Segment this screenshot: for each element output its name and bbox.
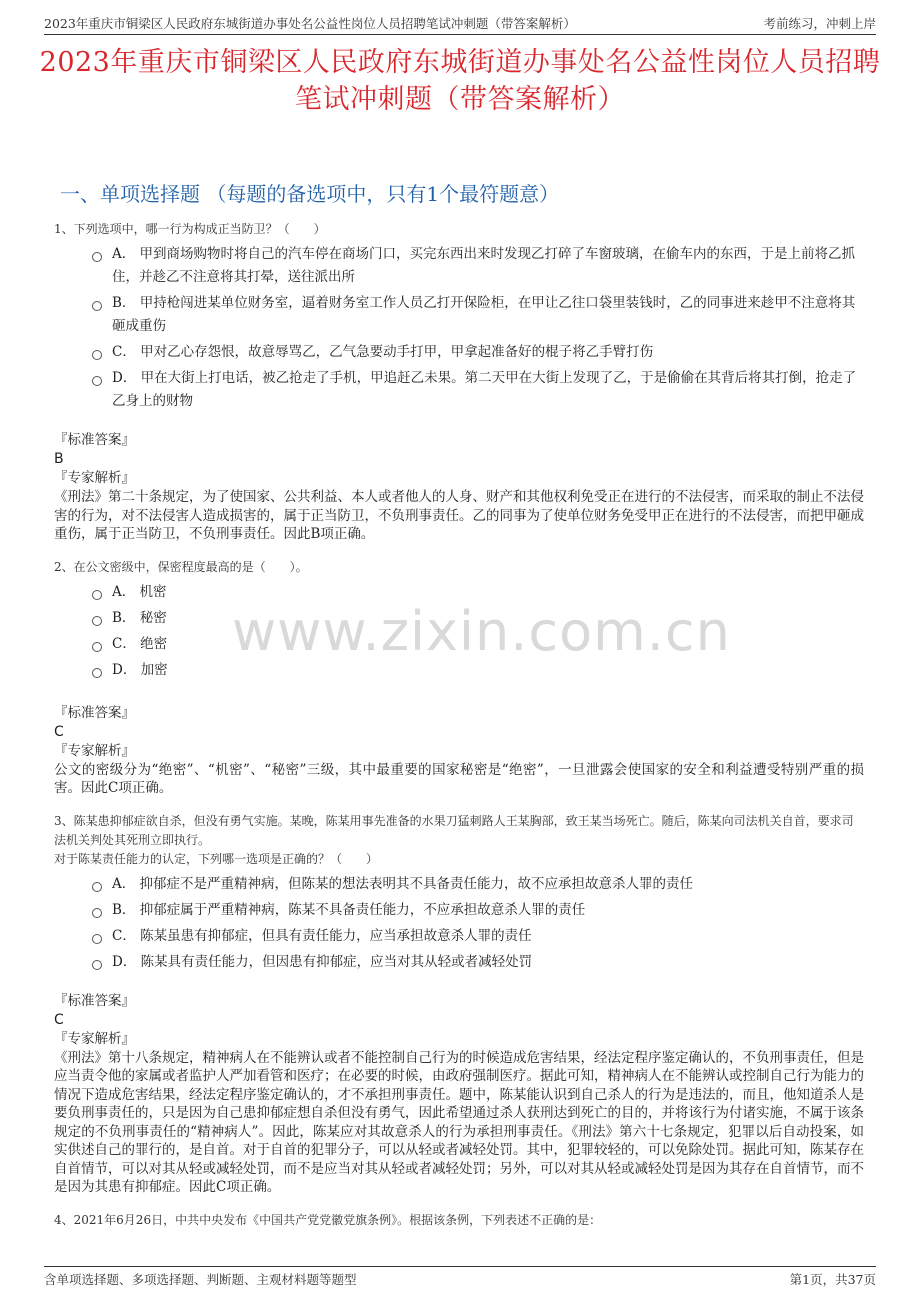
radio-icon[interactable]: [92, 616, 102, 626]
explanation-label: 『专家解析』: [54, 1030, 135, 1047]
header-slogan: 考前练习，冲刺上岸: [763, 16, 876, 31]
option-text: C． 绝密: [112, 635, 168, 652]
section-heading: 一、单项选择题 （每题的备选项中，只有1个最符题意）: [60, 182, 560, 206]
explanation-label: 『专家解析』: [54, 470, 135, 486]
option-a[interactable]: [92, 873, 864, 896]
radio-icon[interactable]: [92, 882, 102, 892]
option-d[interactable]: [92, 951, 864, 974]
option-text: D． 甲在大街上打电话，被乙抢走了手机，甲追赶乙未果。第二天甲在大街上发现了乙，于是偷偷在其背后将其打倒，抢走了乙身上的财物: [112, 370, 857, 409]
option-c[interactable]: [92, 633, 864, 656]
question-4: [54, 1211, 864, 1230]
footer-question-types: 含单项选择题、多项选择题、判断题、主观材料题等题型: [44, 1272, 357, 1287]
option-text: D． 陈某具有责任能力，但因患有抑郁症，应当对其从轻或者减轻处罚: [112, 953, 533, 970]
document-title: 2023年重庆市铜梁区人民政府东城街道办事处名公益性岗位人员招聘笔试冲刺题（带答案解析）: [39, 47, 881, 115]
explanation-text: 公文的密级分为“绝密”、“机密”、“秘密”三级，其中最重要的国家秘密是“绝密”，一旦泄露会使国家的安全和利益遭受特别严重的损害。因此C项正确。: [54, 761, 864, 796]
option-text: A． 甲到商场购物时将自己的汽车停在商场门口，买完东西出来时发现乙打碎了车窗玻璃，在偷车内的东西，于是上前将乙抓住，并趁乙不注意将其打晕，送往派出所: [112, 246, 856, 285]
option-list: [92, 581, 864, 682]
option-d[interactable]: [92, 367, 864, 413]
question-stem: 2、在公文密级中，保密程度最高的是（ ）。: [54, 559, 308, 574]
option-c[interactable]: [92, 925, 864, 948]
option-a[interactable]: [92, 243, 864, 289]
option-b[interactable]: [92, 292, 864, 338]
question-stem: 4、2021年6月26日，中共中央发布《中国共产党党徽党旗条例》。根据该条例，下列表述不正确的是：: [54, 1212, 602, 1227]
radio-icon[interactable]: [92, 668, 102, 678]
answer-label: 『标准答案』: [54, 432, 135, 448]
answer-label: 『标准答案』: [54, 992, 135, 1009]
question-3: [54, 812, 864, 1197]
option-b[interactable]: [92, 899, 864, 922]
question-stem: 3、陈某患抑郁症欲自杀，但没有勇气实施。某晚，陈某用事先准备的水果刀猛刺路人王某胸部，致王某当场死亡。随后，陈某向司法机关自首，要求司法机关判处其死刑立即执行。: [54, 813, 854, 847]
question-list: [54, 220, 864, 1244]
radio-icon[interactable]: [92, 590, 102, 600]
answer-value: C: [54, 723, 64, 740]
radio-icon[interactable]: [92, 908, 102, 918]
question-1: [54, 220, 864, 544]
page-footer: [44, 1266, 876, 1291]
radio-icon[interactable]: [92, 252, 102, 262]
option-c[interactable]: [92, 341, 864, 364]
question-stem: 1、下列选项中，哪一行为构成正当防卫？（ ）: [54, 222, 326, 236]
radio-icon[interactable]: [92, 350, 102, 360]
option-text: C． 甲对乙心存怨恨，故意辱骂乙，乙气急要动手打甲，甲拿起准备好的棍子将乙手臂打伤: [112, 344, 654, 360]
page-header: [44, 10, 876, 35]
radio-icon[interactable]: [92, 376, 102, 386]
option-text: A． 抑郁症不是严重精神病，但陈某的想法表明其不具备责任能力，故不应承担故意杀人罪的责任: [112, 875, 694, 892]
radio-icon[interactable]: [92, 934, 102, 944]
option-a[interactable]: [92, 581, 864, 604]
option-text: B． 甲持枪闯进某单位财务室，逼着财务室工作人员乙打开保险柜，在甲让乙往口袋里装钱时，乙的同事进来趁甲不注意将其砸成重伤: [112, 295, 856, 334]
explanation-text: 《刑法》第十八条规定，精神病人在不能辨认或者不能控制自己行为的时候造成危害结果，经法定程序鉴定确认的，不负刑事责任，但是应当责令他的家属或者监护人严加看管和医疗；在必要的时候，由政府强制医疗。据此可知，精神病人在不能辨认或控制自己行为能力的情况下造成危害结果，经法定程序鉴定确认的，才不承担刑事责任。题中，陈某能认识到自己杀人的行为是违法的，而且，他知道杀人是要负刑事责任的，只是因为自己患抑郁症想自杀但没有勇气，因此希望通过杀人获刑达到死亡的目的，并将该行为付诸实施，不属于该条规定的不负刑事责任的“精神病人”。因此，陈某应对其故意杀人的行为承担刑事责任。《刑法》第六十七条规定，犯罪以后自动投案，如实供述自己的罪行的，是自首。对于自首的犯罪分子，可以从轻或者减轻处罚。其中，犯罪较轻的，可以免除处罚。据此可知，陈某存在自首情节，可以对其从轻或减轻处罚，而不是应当对其从轻或者减轻处罚；另外，可以对其从轻或减轻处罚是因为其存在自首情节，而不是因为其患有抑郁症。因此C项正确。: [54, 1049, 864, 1195]
explanation-text: 《刑法》第二十条规定，为了使国家、公共利益、本人或者他人的人身、财产和其他权利免受正在进行的不法侵害，而采取的制止不法侵害的行为，对不法侵害人造成损害的，属于正当防卫，不负刑事责任。乙的同事为了使单位财务免受甲正在进行的不法侵害，而把甲砸成重伤，属于正当防卫，不负刑事责任。因此B项正确。: [54, 489, 864, 542]
option-text: B． 抑郁症属于严重精神病，陈某不具备责任能力，不应承担故意杀人罪的责任: [112, 901, 586, 918]
header-doc-title: 2023年重庆市铜梁区人民政府东城街道办事处名公益性岗位人员招聘笔试冲刺题（带答案解析）: [44, 16, 576, 31]
option-text: A． 机密: [112, 583, 167, 600]
option-d[interactable]: [92, 659, 864, 682]
explanation-label: 『专家解析』: [54, 742, 135, 759]
radio-icon[interactable]: [92, 642, 102, 652]
answer-value: B: [54, 451, 64, 467]
option-b[interactable]: [92, 607, 864, 630]
option-list: [92, 873, 864, 974]
option-text: C． 陈某虽患有抑郁症，但具有责任能力，应当承担故意杀人罪的责任: [112, 927, 532, 944]
answer-value: C: [54, 1011, 64, 1028]
page-number: 第1页，共37页: [789, 1272, 876, 1287]
option-text: B． 秘密: [112, 609, 167, 626]
question-2: [54, 558, 864, 798]
option-text: D． 加密: [112, 661, 168, 678]
option-list: [92, 243, 864, 413]
answer-label: 『标准答案』: [54, 704, 135, 721]
question-sub-stem: 对于陈某责任能力的认定，下列哪一选项是正确的？（ ）: [54, 851, 379, 866]
watermark: www.zixin.com.cn: [232, 600, 731, 663]
radio-icon[interactable]: [92, 301, 102, 311]
radio-icon[interactable]: [92, 960, 102, 970]
